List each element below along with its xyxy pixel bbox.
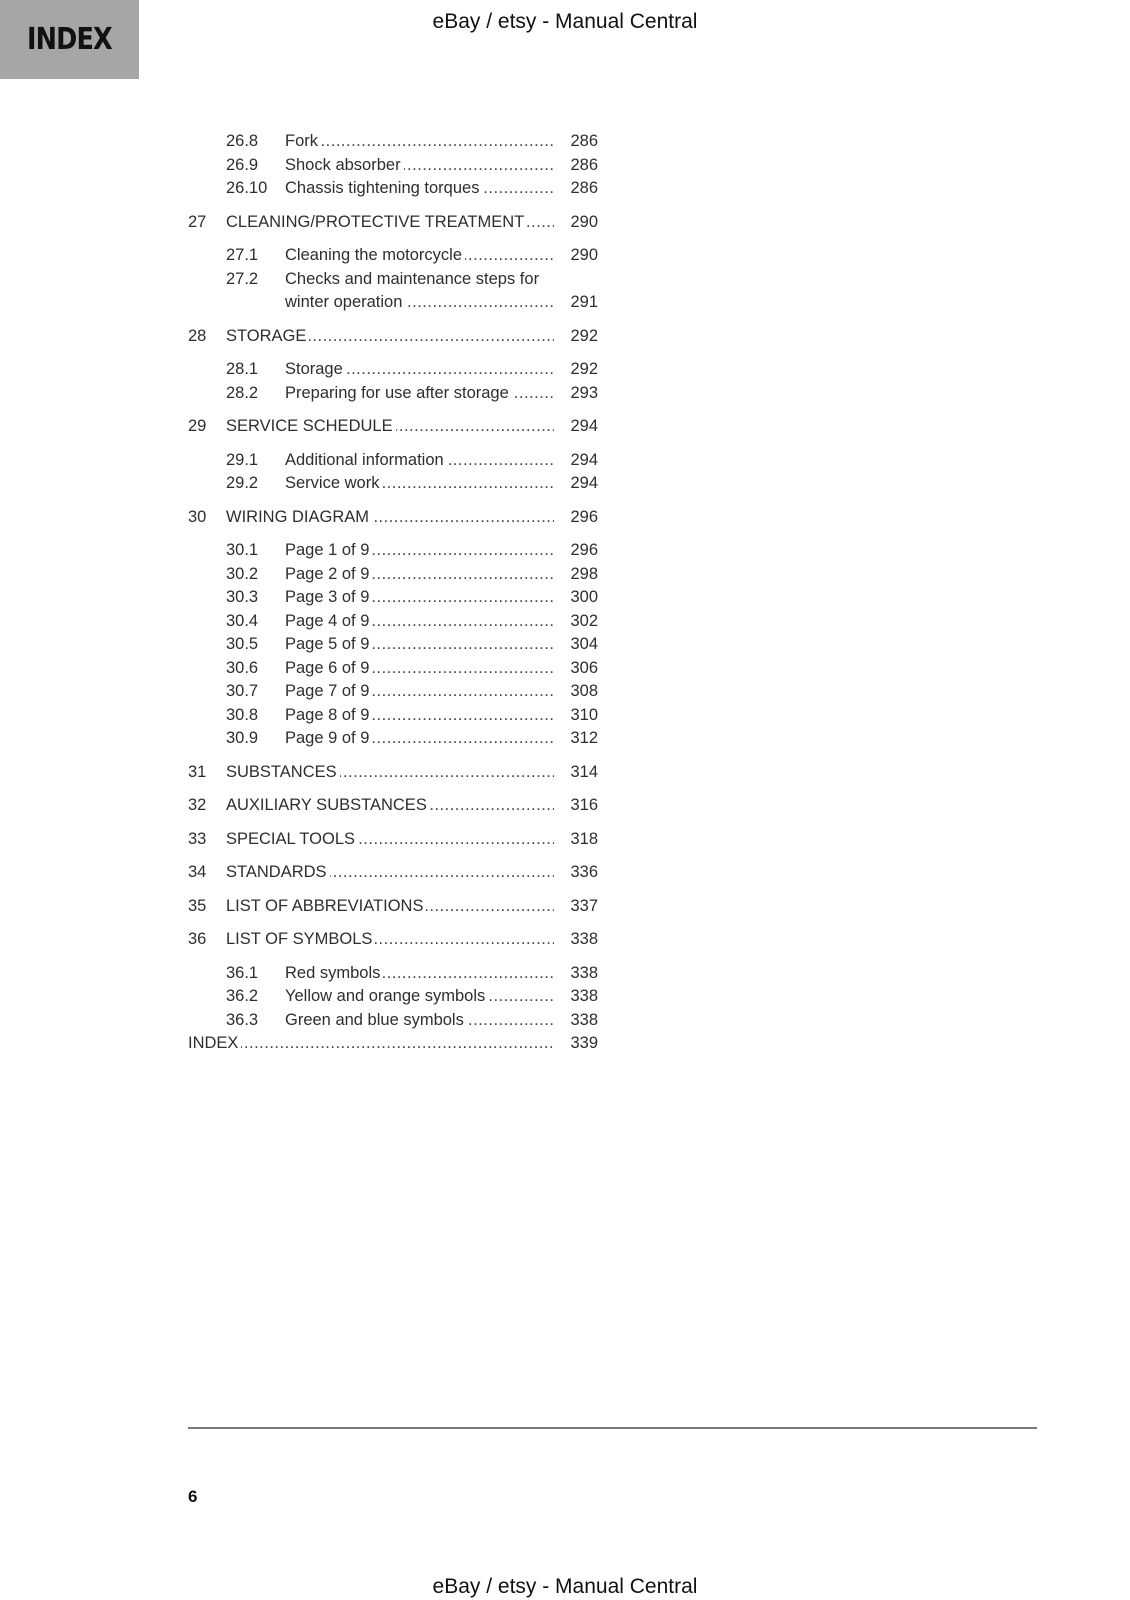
toc-entry-page: 294 bbox=[570, 474, 598, 492]
toc-entry-page: 286 bbox=[570, 132, 598, 150]
toc-entry-number: 26.10 bbox=[226, 179, 268, 197]
toc-entry-page: 306 bbox=[570, 658, 598, 677]
toc-entry-page: 338 bbox=[570, 930, 598, 948]
toc-entry-title: Page 5 of 9 ..... bbox=[285, 633, 554, 657]
toc-entry-title: Cleaning the motorcycle ..... bbox=[285, 244, 554, 268]
toc-entry-title: Preparing for use after storage ..... bbox=[285, 382, 554, 406]
toc-entry-title: Yellow and orange symbols ..... bbox=[285, 985, 554, 1009]
toc-entry-page: 286 bbox=[570, 179, 598, 197]
toc-entry-number: 27.1 bbox=[226, 246, 259, 264]
toc-chapter-entry[interactable] bbox=[188, 415, 598, 439]
toc-entry-number: 36 bbox=[188, 930, 207, 948]
section-tab-label: INDEX bbox=[27, 22, 112, 57]
toc-entry-page: 300 bbox=[570, 588, 598, 606]
toc-entry-number: 36.2 bbox=[226, 987, 259, 1005]
toc-entry-page: 337 bbox=[570, 896, 598, 915]
toc-chapter-entry[interactable] bbox=[188, 325, 598, 349]
toc-entry-page: 338 bbox=[570, 987, 598, 1005]
toc-entry-number: 30.6 bbox=[226, 658, 259, 677]
toc-section-entry[interactable] bbox=[188, 985, 598, 1009]
toc-entry-page: 293 bbox=[570, 383, 598, 402]
toc-entry-title: AUXILIARY SUBSTANCES ..... bbox=[226, 794, 554, 818]
toc-entry-title: Shock absorber ..... bbox=[285, 154, 554, 178]
header-watermark: eBay / etsy - Manual Central bbox=[432, 10, 698, 33]
toc-entry-title: Storage ..... bbox=[285, 358, 554, 382]
toc-entry-title: STORAGE ..... bbox=[226, 325, 554, 349]
toc-entry-title: LIST OF ABBREVIATIONS ..... bbox=[226, 895, 554, 919]
toc-entry-number: 30.9 bbox=[226, 729, 259, 747]
toc-section-entry[interactable] bbox=[188, 610, 598, 634]
toc-section-entry[interactable] bbox=[188, 130, 598, 154]
toc-entry-title: Page 2 of 9 ..... bbox=[285, 563, 554, 587]
toc-entry-number: 36.1 bbox=[226, 963, 259, 982]
toc-section-entry[interactable] bbox=[188, 586, 598, 610]
toc-section-entry[interactable] bbox=[188, 268, 598, 315]
toc-entry-title: SPECIAL TOOLS ..... bbox=[226, 828, 554, 852]
toc-chapter-entry[interactable] bbox=[188, 761, 598, 785]
toc-chapter-entry[interactable] bbox=[188, 211, 598, 235]
toc-entry-number: 34 bbox=[188, 863, 207, 881]
toc-section-entry[interactable] bbox=[188, 727, 598, 751]
toc-entry-title: Service work ..... bbox=[285, 472, 554, 496]
toc-entry-page: 296 bbox=[570, 541, 598, 559]
toc-section-entry[interactable] bbox=[188, 382, 598, 406]
toc-entry-page: 298 bbox=[570, 564, 598, 583]
toc-entry-number: 30.4 bbox=[226, 611, 259, 630]
toc-entry-page: 296 bbox=[570, 507, 598, 526]
toc-chapter-entry[interactable] bbox=[188, 506, 598, 530]
toc-section-entry[interactable] bbox=[188, 704, 598, 728]
toc-section-entry[interactable] bbox=[188, 449, 598, 473]
toc-entry-title: SUBSTANCES ..... bbox=[226, 761, 554, 785]
toc-entry-number: 30 bbox=[188, 507, 207, 526]
toc-entry-page: 290 bbox=[570, 212, 598, 231]
toc-entry-title: STANDARDS ..... bbox=[226, 861, 554, 885]
toc-chapter-entry[interactable] bbox=[188, 861, 598, 885]
toc-entry-title-line1: Checks and maintenance steps for bbox=[285, 269, 540, 288]
toc-section-entry[interactable] bbox=[188, 680, 598, 704]
toc-entry-number: 27.2 bbox=[226, 269, 259, 288]
footer-watermark: eBay / etsy - Manual Central bbox=[432, 1575, 698, 1598]
toc-entry-page: 294 bbox=[570, 450, 598, 469]
toc-entry-title: WIRING DIAGRAM ..... bbox=[226, 506, 554, 530]
toc-entry-page: 304 bbox=[570, 635, 598, 653]
toc-entry-page: 338 bbox=[570, 1010, 598, 1029]
toc-entry-title: Page 4 of 9 ..... bbox=[285, 610, 554, 634]
toc-entry-page: 310 bbox=[570, 705, 598, 724]
toc-chapter-entry[interactable] bbox=[188, 895, 598, 919]
toc-entry-page: 302 bbox=[570, 611, 598, 630]
toc-entry-number: 29.2 bbox=[226, 474, 259, 492]
toc-entry-page: 316 bbox=[570, 796, 598, 814]
toc-section-entry[interactable] bbox=[188, 962, 598, 986]
toc-entry-title: Fork ..... bbox=[285, 130, 554, 154]
toc-entry-page: 318 bbox=[570, 829, 598, 848]
toc-entry-number: 30.7 bbox=[226, 682, 259, 700]
toc-entry-number: 30.5 bbox=[226, 635, 259, 653]
toc-entry-page: 338 bbox=[570, 963, 598, 982]
toc-entry-number: 35 bbox=[188, 896, 207, 915]
toc-section-entry[interactable] bbox=[188, 154, 598, 178]
toc-entry-number: 28.1 bbox=[226, 360, 259, 378]
toc-entry-number: 30.1 bbox=[226, 541, 259, 559]
toc-entry-title: Page 3 of 9 ..... bbox=[285, 586, 554, 610]
toc-entry-title: Page 9 of 9 ..... bbox=[285, 727, 554, 751]
table-of-contents bbox=[188, 130, 598, 1056]
toc-entry-number: 33 bbox=[188, 829, 207, 848]
toc-section-entry[interactable] bbox=[188, 563, 598, 587]
toc-entry-number: 30.2 bbox=[226, 564, 259, 583]
toc-section-entry[interactable] bbox=[188, 633, 598, 657]
toc-entry-page: 339 bbox=[570, 1034, 598, 1052]
toc-section-entry[interactable] bbox=[188, 657, 598, 681]
toc-chapter-entry[interactable] bbox=[188, 928, 598, 952]
toc-entry-title: Chassis tightening torques ..... bbox=[285, 177, 554, 201]
toc-entry-number: 36.3 bbox=[226, 1010, 259, 1029]
toc-entry-page: 291 bbox=[570, 293, 598, 311]
toc-chapter-entry[interactable] bbox=[188, 794, 598, 818]
toc-entry-number: 31 bbox=[188, 762, 207, 781]
toc-entry-number: 32 bbox=[188, 796, 207, 814]
toc-section-entry[interactable] bbox=[188, 358, 598, 382]
toc-entry-number: 26.8 bbox=[226, 132, 259, 150]
toc-entry-title: Page 1 of 9 ..... bbox=[285, 539, 554, 563]
toc-entry-page: 314 bbox=[570, 762, 598, 781]
toc-entry-number: 29.1 bbox=[226, 450, 259, 469]
toc-section-entry[interactable] bbox=[188, 177, 598, 201]
toc-entry-number: 28 bbox=[188, 326, 207, 345]
toc-section-entry[interactable] bbox=[188, 1009, 598, 1033]
toc-entry-title: Green and blue symbols ..... bbox=[285, 1009, 554, 1033]
toc-entry-number: 28.2 bbox=[226, 383, 259, 402]
footer-divider bbox=[188, 1427, 1037, 1429]
toc-entry-page: 308 bbox=[570, 682, 598, 700]
toc-section-entry[interactable] bbox=[188, 539, 598, 563]
toc-entry-page: 292 bbox=[570, 326, 598, 345]
toc-chapter-entry[interactable] bbox=[188, 828, 598, 852]
page-number: 6 bbox=[188, 1487, 198, 1506]
toc-entry-title: Page 6 of 9 ..... bbox=[285, 657, 554, 681]
toc-entry-number: 27 bbox=[188, 212, 207, 231]
toc-entry-page: 290 bbox=[570, 246, 598, 264]
toc-entry-number: 30.3 bbox=[226, 588, 259, 606]
toc-entry-page: 292 bbox=[570, 360, 598, 378]
toc-entry-number: 30.8 bbox=[226, 705, 259, 724]
toc-entry-title: Page 8 of 9 ..... bbox=[285, 704, 554, 728]
toc-entry-number: 29 bbox=[188, 417, 207, 435]
toc-entry-page: 294 bbox=[570, 417, 598, 435]
toc-entry-title: INDEX ..... bbox=[188, 1032, 554, 1056]
toc-entry-title: Red symbols ..... bbox=[285, 962, 554, 986]
toc-section-entry[interactable] bbox=[188, 472, 598, 496]
toc-entry-page: 312 bbox=[570, 729, 598, 747]
toc-entry-number: 26.9 bbox=[226, 155, 259, 174]
toc-entry-title: SERVICE SCHEDULE ..... bbox=[226, 415, 554, 439]
toc-entry-title: LIST OF SYMBOLS ..... bbox=[226, 928, 554, 952]
toc-entry-page: 336 bbox=[570, 863, 598, 881]
toc-entry-title: Page 7 of 9 ..... bbox=[285, 680, 554, 704]
toc-entry-title: CLEANING/PROTECTIVE TREATMENT ..... bbox=[226, 211, 554, 235]
toc-entry-title: Additional information ..... bbox=[285, 449, 554, 473]
toc-index-entry[interactable] bbox=[188, 1032, 598, 1056]
toc-entry-title: winter operation ..... bbox=[285, 291, 554, 315]
toc-section-entry[interactable] bbox=[188, 244, 598, 268]
toc-entry-page: 286 bbox=[570, 155, 598, 174]
